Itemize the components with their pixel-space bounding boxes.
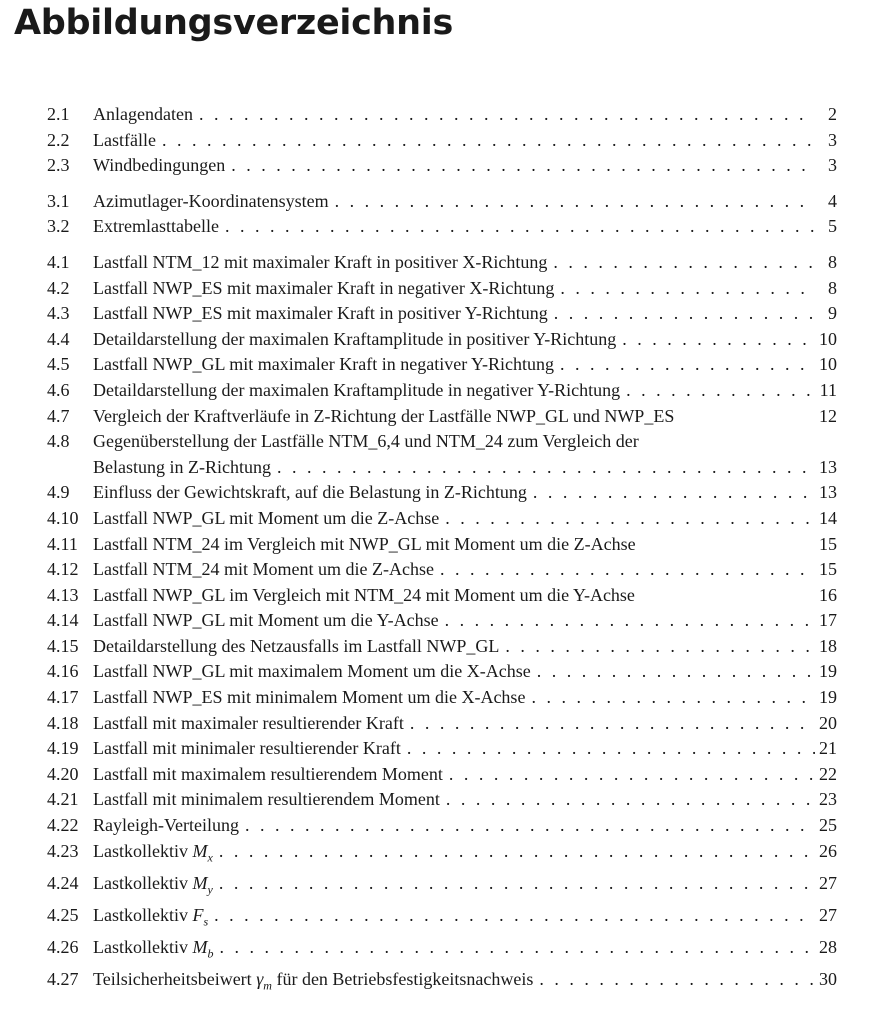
page-number: 22 — [819, 763, 837, 784]
figure-caption-line — [93, 378, 837, 404]
figure-number: 4.9 — [47, 482, 70, 503]
figure-caption-line — [93, 608, 837, 634]
figure-number: 2.2 — [47, 129, 70, 150]
figure-number: 4.10 — [47, 507, 79, 528]
figure-entry-body — [93, 532, 837, 558]
page-number: 19 — [819, 687, 837, 708]
figure-caption: Extremlasttabelle — [93, 216, 219, 237]
figure-number: 4.22 — [47, 815, 79, 836]
page-number: 15 — [819, 533, 837, 554]
figure-number: 4.21 — [47, 789, 79, 810]
dot-leader — [401, 736, 815, 762]
figure-caption: Detaildarstellung der maximalen Kraftamplitude in negativer Y-Richtung — [93, 379, 621, 400]
figure-caption-line — [93, 583, 837, 609]
caption-text: Lastkollektiv — [93, 905, 193, 925]
figure-entry[interactable] — [47, 480, 837, 506]
page-number: 11 — [819, 379, 837, 400]
page-number: 10 — [819, 354, 837, 375]
figure-entry[interactable] — [47, 189, 837, 215]
figure-group — [47, 250, 837, 1000]
page-number: 8 — [828, 277, 837, 298]
page-number: 4 — [828, 190, 837, 211]
math-symbol: M — [192, 872, 208, 893]
figure-number: 4.20 — [47, 763, 79, 784]
figure-entry-body — [93, 871, 837, 903]
figure-number: 2.3 — [47, 155, 70, 176]
dot-leader — [219, 214, 815, 240]
figure-caption-line — [93, 557, 837, 583]
figure-number: 4.17 — [47, 687, 79, 708]
page-number: 12 — [819, 405, 837, 426]
figure-number: 4.4 — [47, 328, 70, 349]
dot-leader — [525, 685, 815, 711]
figure-entry-body — [93, 429, 837, 480]
figure-entry-body — [93, 967, 837, 999]
figure-entry-body — [93, 736, 837, 762]
page-number: 10 — [819, 328, 837, 349]
dot-leader — [499, 634, 815, 660]
figure-caption: Detaildarstellung der maximalen Kraftamplitude in positiver Y-Richtung — [93, 328, 617, 349]
figure-entry[interactable] — [47, 935, 837, 967]
figure-entry-body — [93, 839, 837, 871]
figure-number: 4.2 — [47, 277, 70, 298]
figure-caption-line — [93, 102, 837, 128]
figure-entry[interactable] — [47, 429, 837, 480]
figure-number: 4.6 — [47, 379, 70, 400]
page-number: 16 — [819, 584, 837, 605]
figure-entry[interactable] — [47, 762, 837, 788]
dot-leader — [193, 102, 815, 128]
figure-caption: Lastfall NTM_12 mit maximaler Kraft in positiver X-Richtung — [93, 251, 548, 272]
figure-entry-body — [93, 711, 837, 737]
dot-leader — [439, 506, 815, 532]
figure-entry[interactable] — [47, 532, 837, 558]
figure-entry[interactable] — [47, 711, 837, 737]
math-subscript: y — [207, 882, 213, 897]
figure-entry-body — [93, 787, 837, 813]
figure-caption: Lastfall NWP_ES mit maximaler Kraft in positiver Y-Richtung — [93, 303, 548, 324]
page-number: 27 — [819, 872, 837, 893]
figure-caption: Lastfall mit maximaler resultierender Kraft — [93, 712, 404, 733]
figure-number: 4.15 — [47, 635, 79, 656]
figure-entry[interactable] — [47, 903, 837, 935]
figure-entry[interactable] — [47, 685, 837, 711]
figure-entry-body — [93, 762, 837, 788]
figure-number: 4.16 — [47, 661, 79, 682]
page-number: 3 — [828, 155, 837, 176]
figure-caption-line — [93, 967, 837, 999]
figure-caption: Lastfall NWP_GL im Vergleich mit NTM_24 mit Moment um die Y-Achse — [93, 584, 635, 605]
dot-leader — [239, 813, 815, 839]
figure-caption: Anlagendaten — [93, 104, 193, 124]
figure-entry-body — [93, 608, 837, 634]
caption-text: Lastkollektiv — [93, 840, 193, 861]
dot-leader — [213, 935, 815, 961]
dot-leader — [213, 871, 815, 897]
page-number: 13 — [819, 456, 837, 477]
dot-leader — [271, 455, 815, 481]
math-symbol: M — [192, 937, 208, 958]
figure-number: 4.7 — [47, 405, 70, 426]
figure-entry-body — [93, 250, 837, 276]
figure-entry-body — [93, 404, 837, 430]
dot-leader — [434, 557, 815, 583]
figure-entry-body — [93, 480, 837, 506]
figure-entry[interactable] — [47, 787, 837, 813]
figure-number: 4.26 — [47, 937, 79, 958]
math-symbol: M — [192, 840, 208, 861]
dot-leader — [404, 711, 815, 737]
caption-text: Lastkollektiv — [93, 937, 193, 958]
figure-entry-body — [93, 214, 837, 240]
page-number: 17 — [819, 610, 837, 631]
figure-caption-line — [93, 813, 837, 839]
figure-group — [47, 102, 837, 179]
figure-caption: Vergleich der Kraftverläufe in Z-Richtung der Lastfälle NWP_GL und NWP_ES — [93, 405, 675, 426]
figure-entry[interactable] — [47, 250, 837, 276]
figure-entry-body — [93, 506, 837, 532]
figure-caption-line — [93, 301, 837, 327]
figure-entry[interactable] — [47, 214, 837, 240]
figure-entry[interactable] — [47, 352, 837, 378]
figure-caption: Einfluss der Gewichtskraft, auf die Belastung in Z-Richtung — [93, 482, 527, 503]
page-number: 18 — [819, 635, 837, 656]
figure-entry[interactable] — [47, 634, 837, 660]
figure-entry[interactable] — [47, 736, 837, 762]
figure-entry[interactable] — [47, 608, 837, 634]
page-title: Abbildungsverzeichnis — [14, 3, 453, 43]
dot-leader — [548, 301, 815, 327]
figure-entry-body — [93, 659, 837, 685]
figure-caption: Lastfall mit minimaler resultierender Kraft — [93, 738, 401, 759]
list-of-figures — [47, 102, 837, 1010]
dot-leader — [554, 276, 815, 302]
figure-entry[interactable] — [47, 967, 837, 999]
figure-entry[interactable] — [47, 506, 837, 532]
page-number: 20 — [819, 712, 837, 733]
figure-caption: Lastfälle — [93, 129, 156, 150]
figure-caption-line — [93, 659, 837, 685]
figure-caption: Detaildarstellung des Netzausfalls im Lastfall NWP_GL — [93, 635, 500, 656]
figure-entry-body — [93, 102, 837, 128]
figure-number: 4.5 — [47, 354, 70, 375]
figure-caption-line — [93, 762, 837, 788]
figure-caption-line — [93, 455, 837, 481]
dot-leader — [208, 903, 815, 929]
page-number: 27 — [819, 905, 837, 925]
dot-leader — [443, 762, 815, 788]
figure-caption: Lastfall NWP_GL mit Moment um die Y-Achse — [93, 610, 439, 631]
figure-caption-line — [93, 711, 837, 737]
dot-leader — [213, 839, 815, 865]
page-number: 23 — [819, 789, 837, 810]
figure-number: 4.13 — [47, 584, 79, 605]
figure-entry[interactable] — [47, 378, 837, 404]
figure-number: 4.23 — [47, 840, 79, 861]
figure-caption — [93, 871, 213, 903]
figure-entry-body — [93, 634, 837, 660]
figure-number: 4.19 — [47, 738, 79, 759]
figure-entry[interactable] — [47, 404, 837, 430]
figure-number: 4.3 — [47, 303, 70, 324]
math-subscript: b — [207, 946, 214, 961]
figure-caption: Lastfall NTM_24 im Vergleich mit NWP_GL mit Moment um die Z-Achse — [93, 533, 636, 554]
figure-caption: Rayleigh-Verteilung — [93, 815, 239, 836]
dot-leader — [554, 352, 815, 378]
figure-entry[interactable] — [47, 871, 837, 903]
page-number: 19 — [819, 661, 837, 682]
figure-entry-body — [93, 583, 837, 609]
dot-leader — [156, 128, 815, 154]
math-subscript: m — [263, 978, 272, 993]
figure-caption-line — [93, 839, 837, 871]
figure-caption-line — [93, 532, 837, 558]
page-number: 25 — [819, 815, 837, 836]
caption-text: für den Betriebsfestigkeitsnachweis — [271, 969, 534, 990]
figure-number: 4.24 — [47, 872, 79, 893]
page-number: 3 — [828, 129, 837, 150]
page-number: 5 — [828, 216, 837, 237]
figure-caption-line — [93, 250, 837, 276]
figure-caption-line — [93, 506, 837, 532]
dot-leader — [533, 967, 815, 993]
page-number: 14 — [819, 507, 837, 528]
figure-caption-line — [93, 429, 837, 455]
figure-caption-line — [93, 276, 837, 302]
figure-entry-body — [93, 301, 837, 327]
figure-caption-line — [93, 685, 837, 711]
figure-entry-body — [93, 276, 837, 302]
figure-caption-line — [93, 404, 837, 430]
figure-caption-line — [93, 935, 837, 967]
figure-entry[interactable] — [47, 128, 837, 154]
figure-entry-body — [93, 813, 837, 839]
figure-group — [47, 189, 837, 240]
figure-number: 4.27 — [47, 969, 79, 990]
dot-leader — [620, 378, 815, 404]
figure-caption-line — [93, 214, 837, 240]
caption-text: Teilsicherheitsbeiwert — [93, 969, 257, 990]
caption-text: Lastkollektiv — [93, 872, 193, 893]
figure-entry-body — [93, 128, 837, 154]
math-subscript: s — [203, 914, 209, 929]
figure-entry-body — [93, 685, 837, 711]
dot-leader — [547, 250, 815, 276]
figure-entry[interactable] — [47, 659, 837, 685]
figure-caption — [93, 839, 213, 871]
figure-caption: Lastfall NWP_GL mit Moment um die Z-Achse — [93, 507, 440, 528]
figure-caption-line — [93, 736, 837, 762]
figure-caption: Lastfall NWP_ES mit maximaler Kraft in negativer X-Richtung — [93, 277, 555, 298]
figure-entry-body — [93, 903, 837, 935]
figure-entry-body — [93, 153, 837, 179]
figure-number: 3.1 — [47, 190, 70, 211]
figure-entry[interactable] — [47, 102, 837, 128]
figure-caption — [93, 935, 213, 967]
figure-caption-line — [93, 153, 837, 179]
figure-caption-line — [93, 903, 837, 935]
dot-leader — [527, 480, 815, 506]
figure-entry-body — [93, 935, 837, 967]
math-symbol: γ — [256, 969, 264, 990]
dot-leader — [225, 153, 815, 179]
figure-entry[interactable] — [47, 557, 837, 583]
page-number: 8 — [828, 251, 837, 272]
figure-number: 4.11 — [47, 533, 78, 554]
page-number: 13 — [819, 482, 837, 503]
figure-caption: Belastung in Z-Richtung — [93, 456, 271, 477]
dot-leader — [531, 659, 815, 685]
figure-number: 2.1 — [47, 104, 70, 124]
page-number: 9 — [828, 303, 837, 324]
figure-entry[interactable] — [47, 276, 837, 302]
figure-number: 4.8 — [47, 431, 70, 452]
figure-entry-body — [93, 327, 837, 353]
figure-entry[interactable] — [47, 301, 837, 327]
page-number: 28 — [819, 937, 837, 958]
figure-entry[interactable] — [47, 813, 837, 839]
figure-caption — [93, 967, 533, 999]
dot-leader — [616, 327, 815, 353]
figure-number: 4.1 — [47, 251, 70, 272]
page-number: 15 — [819, 559, 837, 580]
figure-entry-body — [93, 557, 837, 583]
figure-caption: Gegenüberstellung der Lastfälle NTM_6,4 und NTM_24 zum Vergleich der — [93, 431, 639, 452]
figure-entry-body — [93, 189, 837, 215]
dot-leader — [329, 189, 815, 215]
figure-number: 4.14 — [47, 610, 79, 631]
figure-caption: Lastfall NWP_GL mit maximalem Moment um die X-Achse — [93, 661, 531, 682]
page-number: 2 — [828, 104, 837, 124]
math-subscript: x — [207, 850, 213, 865]
figure-entry-body — [93, 378, 837, 404]
dot-leader — [439, 608, 815, 634]
figure-caption: Lastfall NTM_24 mit Moment um die Z-Achse — [93, 559, 434, 580]
figure-caption: Lastfall mit maximalem resultierendem Moment — [93, 763, 443, 784]
figure-caption: Azimutlager-Koordinatensystem — [93, 190, 329, 211]
page-number: 30 — [819, 969, 837, 990]
figure-number: 4.25 — [47, 905, 79, 925]
figure-caption: Lastfall NWP_GL mit maximaler Kraft in negativer Y-Richtung — [93, 354, 555, 375]
figure-number: 3.2 — [47, 216, 70, 237]
figure-entry-body — [93, 352, 837, 378]
figure-caption-line — [93, 352, 837, 378]
figure-caption-line — [93, 480, 837, 506]
figure-caption-line — [93, 634, 837, 660]
figure-number: 4.12 — [47, 559, 79, 580]
figure-caption — [93, 903, 208, 935]
figure-caption: Lastfall NWP_ES mit minimalem Moment um die X-Achse — [93, 687, 526, 708]
figure-caption-line — [93, 128, 837, 154]
figure-caption-line — [93, 871, 837, 903]
figure-caption-line — [93, 787, 837, 813]
math-symbol: F — [192, 905, 204, 925]
figure-entry[interactable] — [47, 327, 837, 353]
figure-entry[interactable] — [47, 839, 837, 871]
figure-number: 4.18 — [47, 712, 79, 733]
figure-caption: Lastfall mit minimalem resultierendem Moment — [93, 789, 440, 810]
figure-caption-line — [93, 189, 837, 215]
figure-entry[interactable] — [47, 153, 837, 179]
dot-leader — [440, 787, 815, 813]
page-number: 26 — [819, 840, 837, 861]
page-number: 21 — [819, 738, 837, 759]
figure-caption: Windbedingungen — [93, 155, 226, 176]
figure-caption-line — [93, 327, 837, 353]
figure-entry[interactable] — [47, 583, 837, 609]
